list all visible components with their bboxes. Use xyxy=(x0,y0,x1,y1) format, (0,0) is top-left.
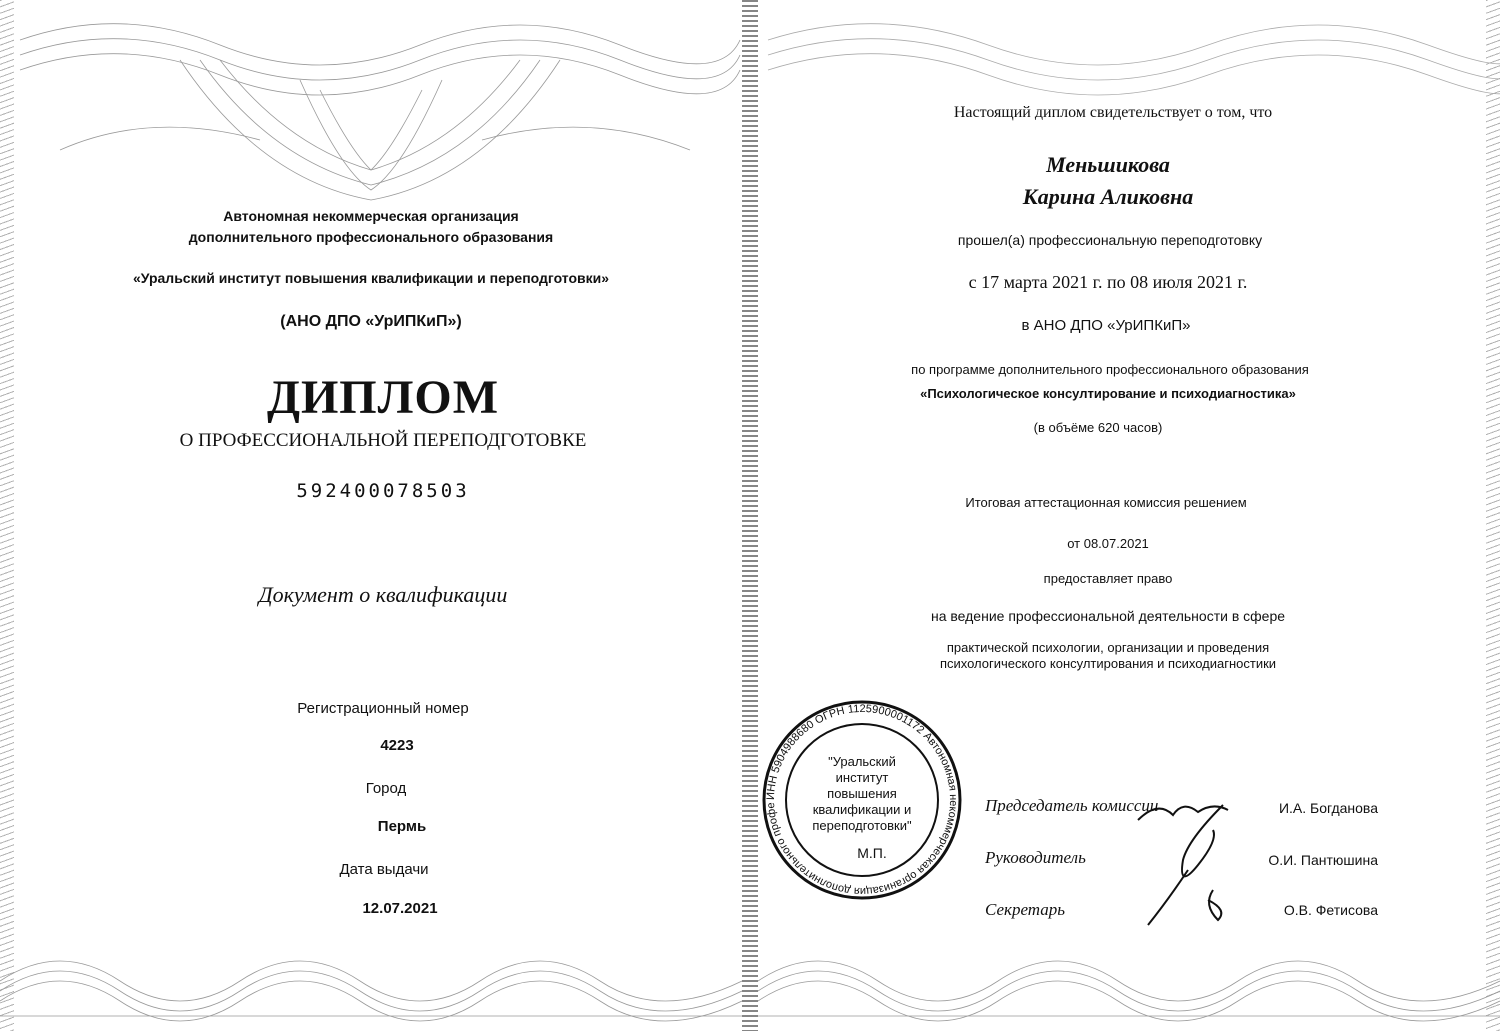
field-line-1: практической психологии, организации и проведения xyxy=(946,640,1270,655)
top-guilloche-ornament xyxy=(758,0,1500,260)
diploma-left-page xyxy=(0,0,742,1031)
document-type: Документ о квалификации xyxy=(258,582,508,607)
official-seal xyxy=(762,690,962,910)
org-line-1: Автономная некоммерческая организация xyxy=(223,208,519,224)
seal-line-2: институт xyxy=(835,770,889,785)
commission-decision: Итоговая аттестационная комиссия решением xyxy=(965,495,1247,510)
grants-right: предоставляет право xyxy=(1043,571,1173,586)
field-line-2: психологического консултирования и психодиагностики xyxy=(939,656,1277,671)
program-name: «Психологическое консултирование и психодиагностика» xyxy=(920,386,1296,401)
serial-number: 592400078503 xyxy=(296,480,470,502)
organization-reference: в АНО ДПО «УрИПКиП» xyxy=(1021,317,1191,334)
director-name: О.И. Пантюшина xyxy=(1268,852,1378,868)
activity-scope: на ведение профессиональной деятельности в сфере xyxy=(930,608,1286,624)
seal-ring-text: ИНН 5904988680 ОГРН 1125900001172 Автономная некоммерческая организация дополнительного профе xyxy=(764,702,960,898)
intro-text: Настоящий диплом свидетельствует о том, что xyxy=(953,104,1273,121)
secretary-name: О.В. Фетисова xyxy=(1283,902,1378,918)
issue-date-label: Дата выдачи xyxy=(339,861,429,878)
program-volume: (в объёме 620 часов) xyxy=(1033,420,1163,435)
chairman-role: Председатель комиссии xyxy=(985,796,1159,815)
holder-surname: Меньшикова xyxy=(1046,152,1170,177)
director-role: Руководитель xyxy=(985,848,1086,867)
signature-strokes xyxy=(1128,780,1248,930)
bottom-guilloche-ornament xyxy=(0,921,742,1031)
holder-given-names: Карина Аликовна xyxy=(1022,184,1194,209)
booklet-spine xyxy=(742,0,758,1031)
bottom-guilloche-ornament xyxy=(758,921,1500,1031)
seal-line-1: "Уральский xyxy=(828,754,896,769)
city-label: Город xyxy=(365,780,407,797)
registration-number-value: 4223 xyxy=(380,737,414,754)
completed-retraining: прошел(а) профессиональную переподготовку xyxy=(957,232,1263,248)
secretary-role: Секретарь xyxy=(985,900,1065,919)
document-subtitle: О ПРОФЕССИОНАЛЬНОЙ ПЕРЕПОДГОТОВКЕ xyxy=(179,430,587,451)
document-title: ДИПЛОМ xyxy=(266,371,500,424)
seal-line-5: переподготовки" xyxy=(812,818,912,833)
org-line-2: дополнительного профессионального образования xyxy=(188,229,554,245)
issue-date-value: 12.07.2021 xyxy=(362,900,438,917)
seal-line-3: повышения xyxy=(827,786,897,801)
seal-line-4: квалификации и xyxy=(812,802,912,817)
institute-name: «Уральский институт повышения квалификации и переподготовки» xyxy=(133,270,609,286)
city-value: Пермь xyxy=(377,818,427,835)
program-intro: по программе дополнительного профессионального образования xyxy=(911,362,1309,377)
training-period: с 17 марта 2021 г. по 08 июля 2021 г. xyxy=(968,272,1248,292)
chairman-name: И.А. Богданова xyxy=(1278,800,1378,816)
registration-number-label: Регистрационный номер xyxy=(297,700,469,717)
decision-date: от 08.07.2021 xyxy=(1067,536,1149,551)
institute-abbreviation: (АНО ДПО «УрИПКиП») xyxy=(280,313,462,330)
seal-mp: М.П. xyxy=(857,845,887,861)
